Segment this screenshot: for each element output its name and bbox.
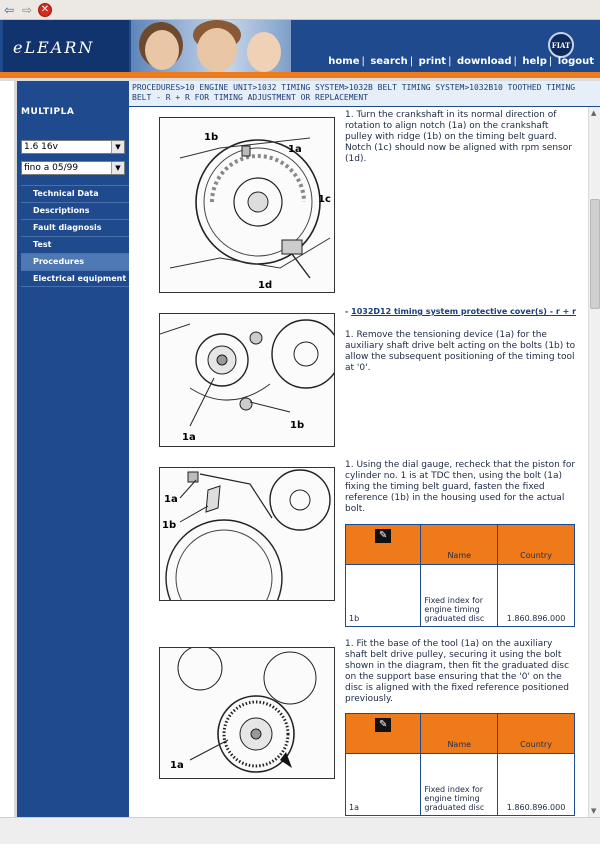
nav-home[interactable]: home <box>328 56 360 67</box>
label-1b: 1b <box>290 420 305 431</box>
label-1a: 1a <box>182 432 196 443</box>
model-title: MULTIPLA <box>21 107 75 117</box>
tool-table-2 <box>345 713 575 816</box>
tool-column-header <box>346 525 421 565</box>
nav-search[interactable]: search <box>370 56 408 67</box>
wrench-icon: ✎ <box>375 529 391 543</box>
tool-base-diagram <box>160 648 334 778</box>
tool-number: 1.860.896.000 <box>498 565 575 627</box>
link-dash: - <box>345 307 349 316</box>
label-1a: 1a <box>288 144 302 155</box>
timing-cover-link[interactable]: 1032D12 timing system protective cover(s) - r + r <box>351 307 577 316</box>
step-2-text: 1. Remove the tensioning device (1a) for the auxiliary shaft drive belt acting on the bolts (1b) to allow the subsequent positioning of the timing tool at '0'. <box>345 330 576 373</box>
date-select-value: fino a 05/99 <box>24 163 79 173</box>
sidebar-item-fault-diagnosis[interactable]: Fault diagnosis <box>21 219 129 236</box>
scroll-down-icon[interactable]: ▼ <box>591 807 597 815</box>
tool-code: 1a <box>346 754 421 816</box>
content-scrollbar[interactable] <box>588 107 600 817</box>
fixed-reference-diagram <box>160 468 334 600</box>
table-row <box>346 565 575 627</box>
sidebar-item-procedures[interactable]: Procedures <box>21 253 129 270</box>
chevron-down-icon[interactable]: ▼ <box>111 141 124 153</box>
tensioner-diagram <box>160 314 334 446</box>
logo-text: eLEARN <box>13 38 95 57</box>
figure-crankshaft-pulley <box>159 117 335 293</box>
breadcrumb <box>129 81 600 107</box>
step-3-text: 1. Using the dial gauge, recheck that the piston for cylinder no. 1 is at TDC then, using the bolt (1a) fixing the timing belt guard, fasten the fixed reference (1b) in the housing used for the actual bolt. <box>345 460 576 514</box>
bottom-frame <box>0 817 600 844</box>
elearn-logo <box>3 20 129 72</box>
sidebar-menu <box>21 185 129 287</box>
sidebar-item-technical-data[interactable]: Technical Data <box>21 185 129 202</box>
tool-code: 1b <box>346 565 421 627</box>
top-nav: home | search | print | download | help | logout <box>328 56 594 67</box>
engine-select-value: 1.6 16v <box>24 142 58 152</box>
tool-number: 1.860.896.000 <box>498 754 575 816</box>
table-row <box>346 754 575 816</box>
figure-tensioning-device <box>159 313 335 447</box>
reference-link-line <box>345 307 585 316</box>
content-area <box>129 107 588 817</box>
step-1-text: 1. Turn the crankshaft in its normal direction of rotation to align notch (1a) on the crankshaft pulley with ridge (1b) on the timing belt guard. Notch (1c) should now be aligned with rpm sensor (1d). <box>345 110 572 164</box>
engine-select[interactable] <box>21 140 125 154</box>
crankshaft-diagram <box>160 118 334 292</box>
country-column-header: Country <box>498 525 575 565</box>
step-4-text: 1. Fit the base of the tool (1a) on the auxiliary shaft belt drive pulley, securing it using the bolt shown in the diagram, then fit the graduated disc on the support base ensuring that the '0' on the disc is aligned with the fixed reference positioned previously. <box>345 639 570 704</box>
nav-logout[interactable]: logout <box>557 56 594 67</box>
scroll-thumb[interactable] <box>590 199 600 309</box>
label-1b: 1b <box>204 132 219 143</box>
wrench-icon: ✎ <box>375 718 391 732</box>
scroll-up-icon[interactable]: ▲ <box>591 109 597 117</box>
nav-help[interactable]: help <box>522 56 547 67</box>
label-1a: 1a <box>170 760 184 771</box>
name-column-header: Name <box>421 525 498 565</box>
label-1c: 1c <box>318 194 331 205</box>
header-photo <box>131 20 291 72</box>
site-header <box>0 20 600 72</box>
chevron-down-icon[interactable]: ▼ <box>111 162 124 174</box>
sidebar-item-test[interactable]: Test <box>21 236 129 253</box>
country-column-header: Country <box>498 714 575 754</box>
stop-icon[interactable]: ✕ <box>38 3 52 17</box>
sidebar-item-electrical-equipment[interactable]: Electrical equipment <box>21 270 129 287</box>
sidebar-item-descriptions[interactable]: Descriptions <box>21 202 129 219</box>
fiat-logo: FIAT <box>548 32 574 58</box>
breadcrumb-text: PROCEDURES>10 ENGINE UNIT>1032 TIMING SYSTEM>1032B BELT TIMING SYSTEM>1032B10 TOOTHED TIMING BELT - R + R FOR TIMING ADJUSTMENT OR REPLACEMENT <box>132 83 576 102</box>
name-column-header: Name <box>421 714 498 754</box>
label-1b: 1b <box>162 520 177 531</box>
tool-name: Fixed index for engine timing graduated disc <box>421 754 498 816</box>
tool-table-1 <box>345 524 575 627</box>
back-arrow-icon[interactable]: ⇦ <box>3 3 15 17</box>
date-select[interactable] <box>21 161 125 175</box>
tool-name: Fixed index for engine timing graduated disc <box>421 565 498 627</box>
nav-print[interactable]: print <box>418 56 447 67</box>
forward-arrow-icon[interactable]: ⇨ <box>21 3 33 17</box>
figure-fixed-reference <box>159 467 335 601</box>
label-1d: 1d <box>258 280 273 291</box>
nav-download[interactable]: download <box>456 56 512 67</box>
browser-toolbar <box>0 0 600 20</box>
label-1a: 1a <box>164 494 178 505</box>
figure-tool-base <box>159 647 335 779</box>
sidebar <box>17 81 129 817</box>
tool-column-header <box>346 714 421 754</box>
